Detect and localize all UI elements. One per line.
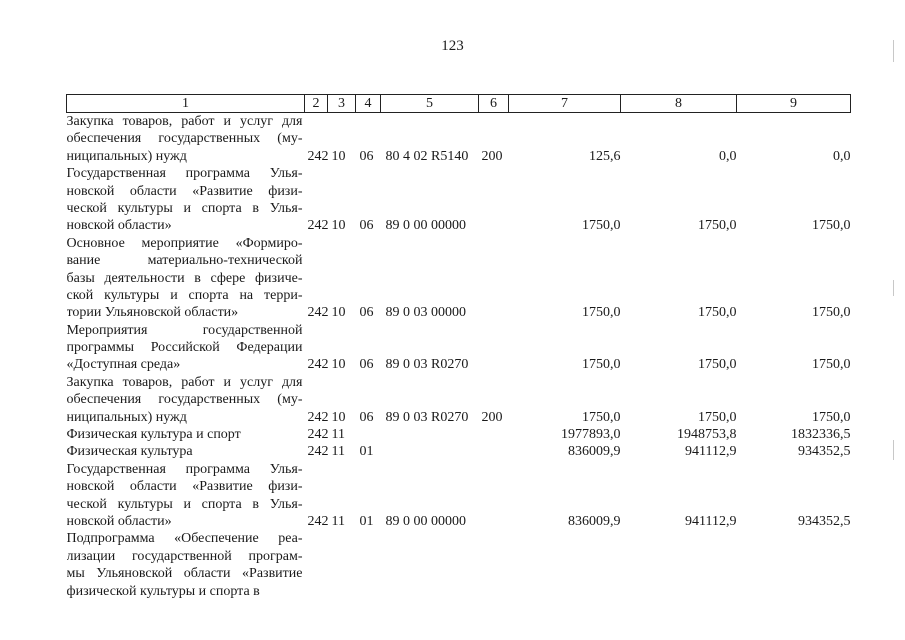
page-number: 123 xyxy=(441,38,464,54)
row-name-line: новской области» xyxy=(66,514,172,530)
cell-col6 xyxy=(479,461,509,531)
table-row xyxy=(67,530,851,600)
cell-col5 xyxy=(381,426,479,443)
cell-col8: 0,0 xyxy=(719,148,737,164)
cell-col8: 1750,0 xyxy=(698,218,737,234)
cell-col6 xyxy=(479,426,509,443)
cell-col5: 89 0 00 00000 xyxy=(385,514,466,529)
row-name-line: новской области» xyxy=(66,218,172,234)
table-row xyxy=(67,113,851,166)
row-name xyxy=(67,461,305,531)
row-name-line: ческой культуры и спорта в Улья- xyxy=(66,496,303,512)
cell-col9: 934352,5 xyxy=(798,444,851,460)
column-header-1: 1 xyxy=(67,95,305,113)
cell-col9: 934352,5 xyxy=(798,514,851,529)
budget-table xyxy=(66,94,851,600)
row-name xyxy=(67,113,305,166)
cell-col3: 10 xyxy=(331,305,346,321)
column-header-5: 5 xyxy=(381,95,479,113)
cell-col3: 10 xyxy=(331,357,346,373)
cell-col6 xyxy=(479,530,509,600)
cell-col7: 1750,0 xyxy=(582,218,621,234)
cell-col2: 242 xyxy=(307,444,329,460)
cell-col9 xyxy=(737,530,851,600)
cell-col3: 10 xyxy=(331,218,346,234)
cell-col3: 11 xyxy=(331,444,345,460)
column-header-4: 4 xyxy=(356,95,381,113)
table-row xyxy=(67,426,851,443)
cell-col5: 89 0 00 00000 xyxy=(385,218,466,234)
cell-col6: 200 xyxy=(481,148,503,164)
table-row xyxy=(67,374,851,426)
cell-col3: 10 xyxy=(331,148,346,164)
row-name-line: Физическая культура и спорт xyxy=(66,427,241,443)
cell-col7 xyxy=(509,530,621,600)
table-row xyxy=(67,322,851,374)
column-header-7: 7 xyxy=(509,95,621,113)
row-name-line: ниципальных) нужд xyxy=(66,409,187,425)
cell-col7: 1977893,0 xyxy=(561,427,621,443)
table-row xyxy=(67,235,851,322)
column-header-2: 2 xyxy=(305,95,328,113)
cell-col9: 1750,0 xyxy=(812,357,851,373)
cell-col2: 242 xyxy=(307,427,329,443)
table-header-row xyxy=(67,95,851,113)
row-name-line: новской области «Развитие физи- xyxy=(66,183,303,199)
table-row xyxy=(67,461,851,531)
cell-col7: 836009,9 xyxy=(568,514,621,529)
cell-col6 xyxy=(479,235,509,322)
cell-col9: 1832336,5 xyxy=(791,427,851,443)
cell-col2 xyxy=(305,530,328,600)
row-name-line: тории Ульяновской области» xyxy=(66,305,239,321)
cell-col2: 242 xyxy=(307,409,329,425)
scan-margin-mark xyxy=(893,40,894,62)
cell-col2: 242 xyxy=(307,514,329,529)
cell-col7: 1750,0 xyxy=(582,357,621,373)
cell-col4 xyxy=(356,530,381,600)
cell-col6 xyxy=(479,165,509,235)
cell-col8: 941112,9 xyxy=(685,444,737,460)
row-name xyxy=(67,530,305,600)
row-name-line: ческой культуры и спорта в Улья- xyxy=(66,200,303,216)
cell-col8: 1750,0 xyxy=(698,409,737,425)
cell-col3 xyxy=(328,530,356,600)
row-name-line: Государственная программа Улья- xyxy=(66,461,303,477)
row-name-line: обеспечения государственных (му- xyxy=(66,131,303,147)
column-header-3: 3 xyxy=(328,95,356,113)
column-header-8: 8 xyxy=(621,95,737,113)
cell-col6: 200 xyxy=(481,409,503,425)
cell-col7: 1750,0 xyxy=(582,305,621,321)
cell-col6 xyxy=(479,322,509,374)
column-header-6: 6 xyxy=(479,95,509,113)
table-row xyxy=(67,165,851,235)
row-name-line: вание материально-технической xyxy=(66,253,303,269)
cell-col9: 0,0 xyxy=(833,148,851,164)
row-name-line: базы деятельности в сфере физиче- xyxy=(66,270,303,286)
cell-col7: 836009,9 xyxy=(568,444,621,460)
row-name-line: лизации государственной програм- xyxy=(66,548,303,564)
row-name-line: Закупка товаров, работ и услуг для xyxy=(66,114,303,129)
cell-col9: 1750,0 xyxy=(812,305,851,321)
row-name xyxy=(67,443,305,460)
cell-col9: 1750,0 xyxy=(812,409,851,425)
cell-col5 xyxy=(381,530,479,600)
row-name-line: обеспечения государственных (му- xyxy=(66,392,303,408)
row-name-line: физической культуры и спорта в xyxy=(66,583,260,599)
cell-col6 xyxy=(479,443,509,460)
scan-margin-mark xyxy=(893,440,894,460)
row-name-line: Закупка товаров, работ и услуг для xyxy=(66,374,303,390)
cell-col7: 1750,0 xyxy=(582,409,621,425)
cell-col8 xyxy=(621,530,737,600)
cell-col5: 80 4 02 R5140 xyxy=(385,148,469,164)
cell-col3: 11 xyxy=(331,514,345,529)
cell-col3: 10 xyxy=(331,409,346,425)
cell-col4: 06 xyxy=(359,218,374,234)
scan-margin-mark xyxy=(893,280,894,296)
cell-col5 xyxy=(381,443,479,460)
row-name-line: Физическая культура xyxy=(66,444,193,460)
cell-col2: 242 xyxy=(307,357,329,373)
cell-col3: 11 xyxy=(331,427,345,443)
row-name-line: Мероприятия государственной xyxy=(66,322,303,338)
cell-col4: 01 xyxy=(359,514,374,529)
cell-col4: 01 xyxy=(359,444,374,460)
cell-col2: 242 xyxy=(307,148,329,164)
row-name xyxy=(67,426,305,443)
cell-col5: 89 0 03 00000 xyxy=(385,305,466,321)
table-row xyxy=(67,443,851,460)
cell-col8: 1750,0 xyxy=(698,357,737,373)
row-name-line: Подпрограмма «Обеспечение реа- xyxy=(66,531,303,547)
cell-col4: 06 xyxy=(359,305,374,321)
row-name-line: ской культуры и спорта на терри- xyxy=(66,287,303,303)
row-name-line: Основное мероприятие «Формиро- xyxy=(66,235,303,251)
row-name xyxy=(67,374,305,426)
cell-col2: 242 xyxy=(307,305,329,321)
cell-col4: 06 xyxy=(359,357,374,373)
cell-col8: 1750,0 xyxy=(698,305,737,321)
cell-col8: 1948753,8 xyxy=(677,427,737,443)
row-name xyxy=(67,235,305,322)
row-name-line: мы Ульяновской области «Развитие xyxy=(66,566,303,582)
row-name xyxy=(67,165,305,235)
cell-col9: 1750,0 xyxy=(812,218,851,234)
row-name-line: новской области «Развитие физи- xyxy=(66,479,303,495)
cell-col5: 89 0 03 R0270 xyxy=(385,357,469,373)
row-name-line: ниципальных) нужд xyxy=(66,148,187,164)
column-header-9: 9 xyxy=(737,95,851,113)
row-name-line: Государственная программа Улья- xyxy=(66,166,303,182)
row-name xyxy=(67,322,305,374)
cell-col2: 242 xyxy=(307,218,329,234)
cell-col4: 06 xyxy=(359,409,374,425)
cell-col4 xyxy=(356,426,381,443)
row-name-line: «Доступная среда» xyxy=(66,357,181,373)
cell-col7: 125,6 xyxy=(589,148,621,164)
table-body xyxy=(67,113,851,600)
cell-col5: 89 0 03 R0270 xyxy=(385,409,469,425)
cell-col8: 941112,9 xyxy=(685,514,737,529)
row-name-line: программы Российской Федерации xyxy=(66,340,303,356)
cell-col4: 06 xyxy=(359,148,374,164)
